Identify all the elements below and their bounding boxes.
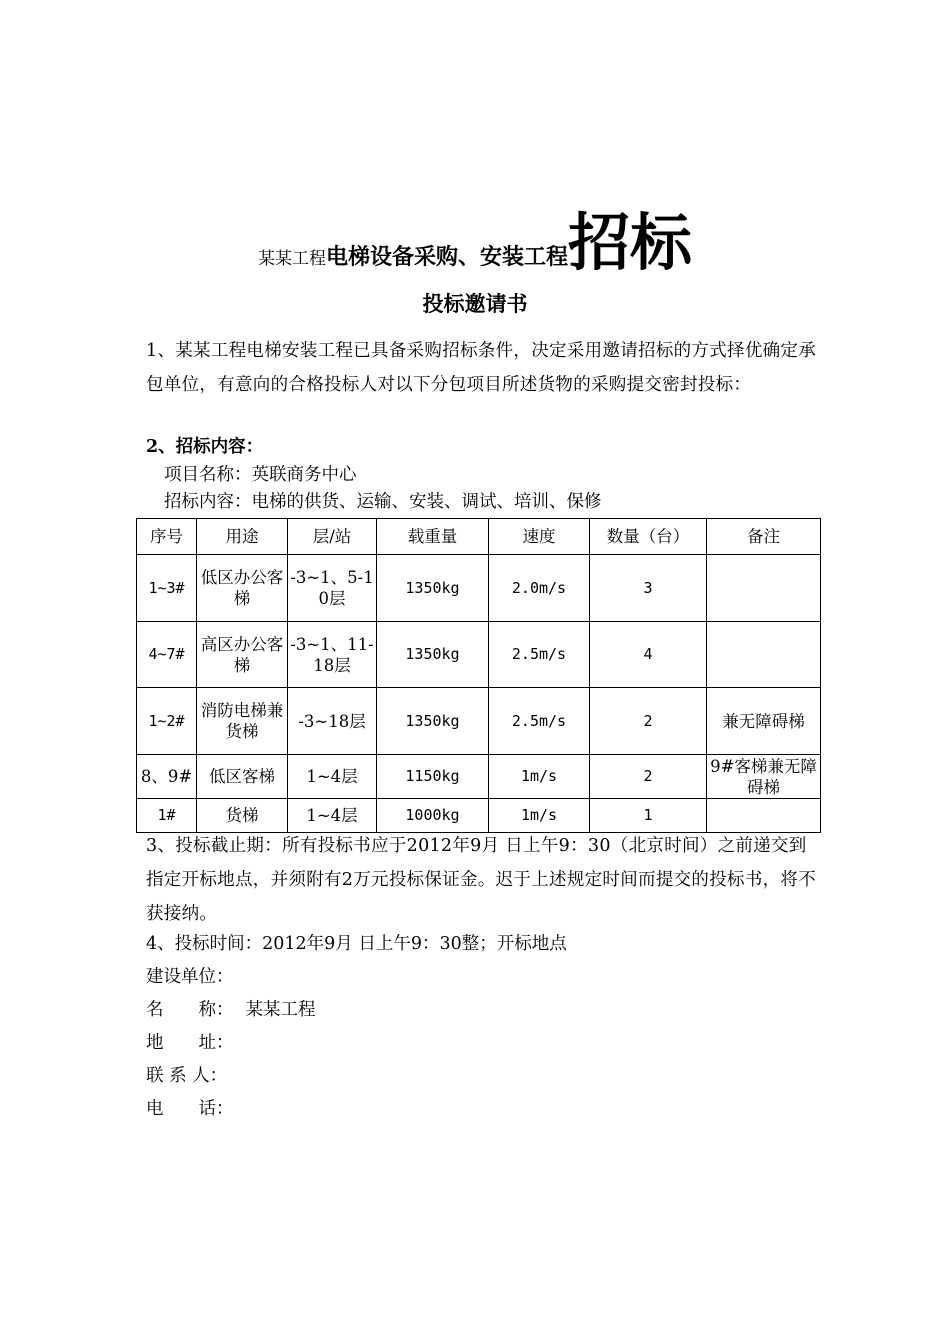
table-row	[137, 799, 821, 833]
document-title	[0, 206, 950, 279]
table-cell: 1~2#	[137, 688, 197, 755]
table-cell: 9#客梯兼无障碍梯	[707, 755, 821, 799]
owner-heading: 建设单位：	[146, 967, 234, 987]
table-cell: 1~4层	[288, 799, 377, 833]
owner-name-value: 某某工程	[245, 1000, 316, 1020]
tender-content-line: 招标内容：电梯的供货、运输、安装、调试、培训、保修	[164, 492, 602, 512]
table-cell: 低区办公客梯	[197, 555, 288, 622]
table-cell: 兼无障碍梯	[707, 688, 821, 755]
document-subtitle: 投标邀请书	[422, 291, 528, 316]
table-cell: 1150kg	[377, 755, 489, 799]
table-header-row	[137, 519, 821, 555]
table-cell: 4	[590, 622, 707, 688]
table-cell	[707, 799, 821, 833]
table-row	[137, 755, 821, 799]
table-cell: 4~7#	[137, 622, 197, 688]
table-cell	[707, 555, 821, 622]
table-cell: -3~1、5-10层	[288, 555, 377, 622]
table-cell: 3	[590, 555, 707, 622]
header-cell: 层/站	[288, 519, 377, 555]
table-cell: 1m/s	[489, 799, 590, 833]
table-row	[137, 555, 821, 622]
owner-name-row	[146, 999, 316, 1021]
table-cell	[707, 622, 821, 688]
table-cell: 1350kg	[377, 688, 489, 755]
owner-name-label: 名 称：	[146, 1000, 234, 1020]
section-1-text: 1、某某工程电梯安装工程已具备采购招标条件，决定采用邀请招标的方式择优确定承包单位，有意向的合格投标人对以下分包项目所述货物的采购提交密封投标：	[146, 341, 817, 395]
header-cell: 数量（台）	[590, 519, 707, 555]
owner-address-label: 地 址：	[146, 1033, 234, 1053]
title-prefix: 某某工程	[257, 249, 326, 269]
table-cell: 1	[590, 799, 707, 833]
table-cell: 高区办公客梯	[197, 622, 288, 688]
section-2-heading: 2、招标内容：	[146, 437, 264, 457]
title-big: 招标	[568, 206, 693, 279]
header-cell: 载重量	[377, 519, 489, 555]
project-name-line: 项目名称：英联商务中心	[164, 465, 357, 485]
table-cell: 1350kg	[377, 622, 489, 688]
table-row	[137, 622, 821, 688]
table-cell: 1000kg	[377, 799, 489, 833]
table-cell: 2.0m/s	[489, 555, 590, 622]
section-3-text: 3、投标截止期：所有投标书应于2012年9月 日上午9：30（北京时间）之前递交到指定开标地点，并须附有2万元投标保证金。迟于上述规定时间而提交的投标书，将不获接纳。	[146, 836, 817, 924]
section-4-text: 4、投标时间：2012年9月 日上午9：30整；开标地点	[146, 934, 567, 954]
table-cell: 货梯	[197, 799, 288, 833]
owner-phone-label: 电 话：	[146, 1099, 234, 1119]
table-cell: 1#	[137, 799, 197, 833]
table-cell: 2	[590, 688, 707, 755]
table-cell: 2.5m/s	[489, 622, 590, 688]
table-cell: 1~3#	[137, 555, 197, 622]
table-cell: 8、9#	[137, 755, 197, 799]
table-cell: 2	[590, 755, 707, 799]
owner-contact-label: 联 系 人：	[146, 1066, 228, 1086]
table-cell: 低区客梯	[197, 755, 288, 799]
title-main: 电梯设备采购、安装工程	[325, 244, 568, 270]
header-cell: 速度	[489, 519, 590, 555]
header-cell: 备注	[707, 519, 821, 555]
table-cell: -3~18层	[288, 688, 377, 755]
table-cell: -3~1、11-18层	[288, 622, 377, 688]
header-cell: 序号	[137, 519, 197, 555]
elevator-spec-table	[136, 518, 821, 833]
table-cell: 2.5m/s	[489, 688, 590, 755]
table-cell: 1~4层	[288, 755, 377, 799]
header-cell: 用途	[197, 519, 288, 555]
table-row	[137, 688, 821, 755]
table-cell: 1m/s	[489, 755, 590, 799]
table-cell: 1350kg	[377, 555, 489, 622]
table-cell: 消防电梯兼货梯	[197, 688, 288, 755]
